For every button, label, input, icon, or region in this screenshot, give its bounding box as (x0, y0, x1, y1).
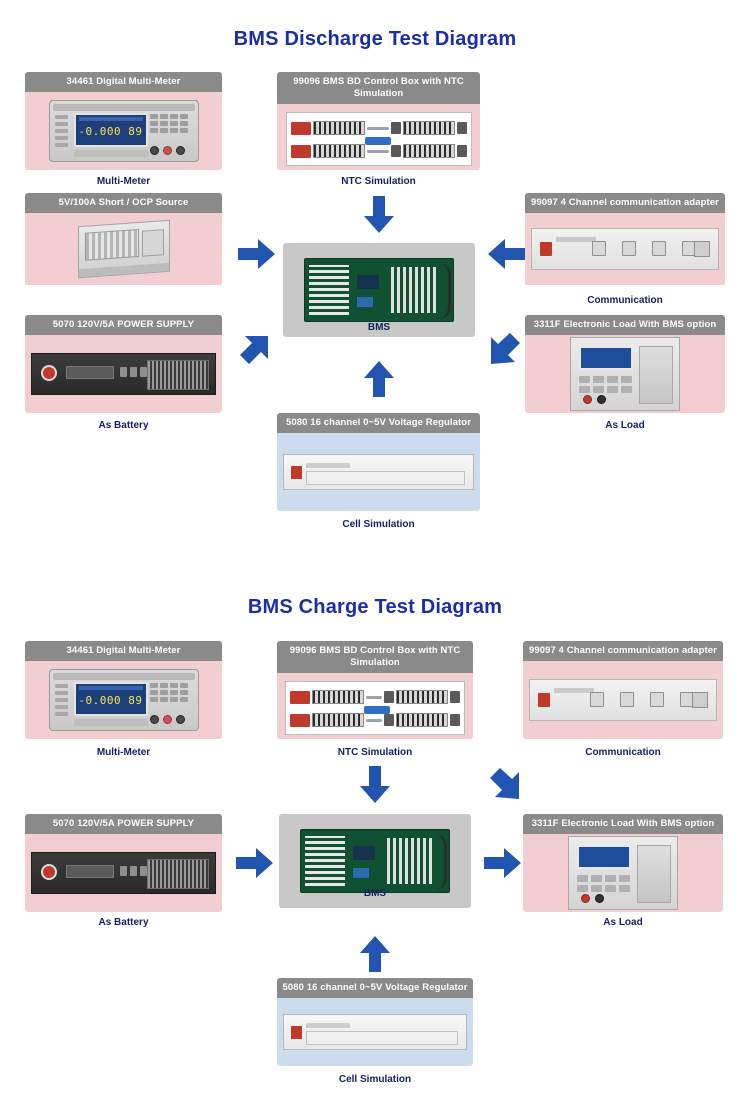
card-ntc-charge (277, 641, 473, 739)
card-header: 3311F Electronic Load With BMS option (523, 814, 723, 834)
arrow-bms-to-load-charge (484, 847, 522, 879)
card-image (277, 104, 480, 170)
card-header: 5V/100A Short / OCP Source (25, 193, 222, 213)
card-image (277, 673, 473, 739)
caption-communication-discharge: Communication (587, 295, 663, 306)
card-image (277, 998, 473, 1066)
card-multimeter-discharge (25, 72, 222, 170)
charge-diagram-title: BMS Charge Test Diagram (247, 596, 503, 618)
electronic-load-illustration (568, 836, 678, 910)
card-header: 34461 Digital Multi-Meter (25, 641, 222, 661)
arrow-ntc-to-bms (363, 196, 395, 234)
communication-adapter-illustration (529, 679, 717, 721)
card-header: 99096 BMS BD Control Box with NTC Simulation (277, 641, 473, 673)
discharge-diagram-title: BMS Discharge Test Diagram (233, 28, 517, 50)
arrow-cellsim-to-bms (363, 360, 395, 398)
communication-adapter-illustration (531, 228, 719, 270)
caption-ntc-discharge: NTC Simulation (341, 176, 416, 187)
bms-board-illustration (304, 258, 454, 322)
card-header: 3311F Electronic Load With BMS option (525, 315, 725, 335)
card-header: 99097 4 Channel communication adapter (525, 193, 725, 213)
card-eload-discharge (525, 315, 725, 413)
card-communication-discharge (525, 193, 725, 286)
card-vreg-discharge (277, 413, 480, 511)
card-header: 5070 120V/5A POWER SUPPLY (25, 814, 222, 834)
card-image (523, 661, 723, 739)
caption-communication-charge: Communication (585, 747, 661, 758)
card-image (25, 335, 222, 413)
caption-rack-psu-discharge: As Battery (98, 420, 149, 431)
voltage-regulator-illustration (283, 454, 474, 490)
multimeter-display: -0.000 89 (78, 125, 143, 138)
card-image (25, 92, 222, 170)
caption-eload-discharge: As Load (605, 420, 645, 431)
caption-vreg-charge: Cell Simulation (338, 1074, 412, 1085)
caption-multimeter-charge: Multi-Meter (96, 747, 151, 758)
caption-eload-charge: As Load (603, 917, 643, 928)
card-header: 5080 16 channel 0~5V Voltage Regulator (277, 413, 480, 433)
card-communication-charge (523, 641, 723, 739)
card-image (525, 213, 725, 285)
label-bms-discharge: BMS (367, 322, 391, 333)
multimeter-illustration (49, 100, 199, 162)
multimeter-illustration (49, 669, 199, 731)
arrow-communication-to-bms-charge (487, 768, 521, 802)
caption-rack-psu-charge: As Battery (98, 917, 149, 928)
caption-ntc-charge: NTC Simulation (337, 747, 413, 758)
card-eload-charge (523, 814, 723, 912)
rack-power-supply-illustration (31, 353, 216, 395)
card-ntc-discharge (277, 72, 480, 170)
rack-power-supply-illustration (31, 852, 216, 894)
card-image (277, 433, 480, 511)
card-header: 34461 Digital Multi-Meter (25, 72, 222, 92)
caption-vreg-discharge: Cell Simulation (342, 519, 415, 530)
card-header: 5080 16 channel 0~5V Voltage Regulator (277, 978, 473, 998)
voltage-regulator-illustration (283, 1014, 467, 1050)
arrow-cellsim-to-bms-charge (359, 935, 391, 973)
card-image (25, 834, 222, 912)
card-image (25, 661, 222, 739)
bms-board-illustration (300, 829, 450, 893)
card-header: 99097 4 Channel communication adapter (523, 641, 723, 661)
card-image (25, 213, 222, 285)
card-header: 5070 120V/5A POWER SUPPLY (25, 315, 222, 335)
card-header: 99096 BMS BD Control Box with NTC Simulation (277, 72, 480, 104)
arrow-bms-to-load (487, 333, 521, 367)
card-rack-psu-discharge (25, 315, 222, 413)
multimeter-display: -0.000 89 (78, 694, 143, 707)
card-rack-psu-charge (25, 814, 222, 912)
card-short-source-discharge (25, 193, 222, 286)
arrow-source-to-bms (238, 238, 276, 270)
card-image (525, 335, 725, 413)
card-vreg-charge (277, 978, 473, 1066)
ntc-box-illustration (285, 681, 465, 735)
electronic-load-illustration (570, 337, 680, 411)
open-frame-psu-illustration (78, 220, 170, 278)
arrow-battery-to-bms (238, 333, 272, 367)
arrow-battery-to-bms-charge (236, 847, 274, 879)
card-image (523, 834, 723, 912)
caption-multimeter-discharge: Multi-Meter (96, 176, 151, 187)
ntc-box-illustration (286, 112, 472, 166)
label-bms-charge: BMS (363, 888, 387, 899)
card-multimeter-charge (25, 641, 222, 739)
arrow-ntc-to-bms-charge (359, 766, 391, 804)
arrow-communication-to-bms (487, 238, 525, 270)
